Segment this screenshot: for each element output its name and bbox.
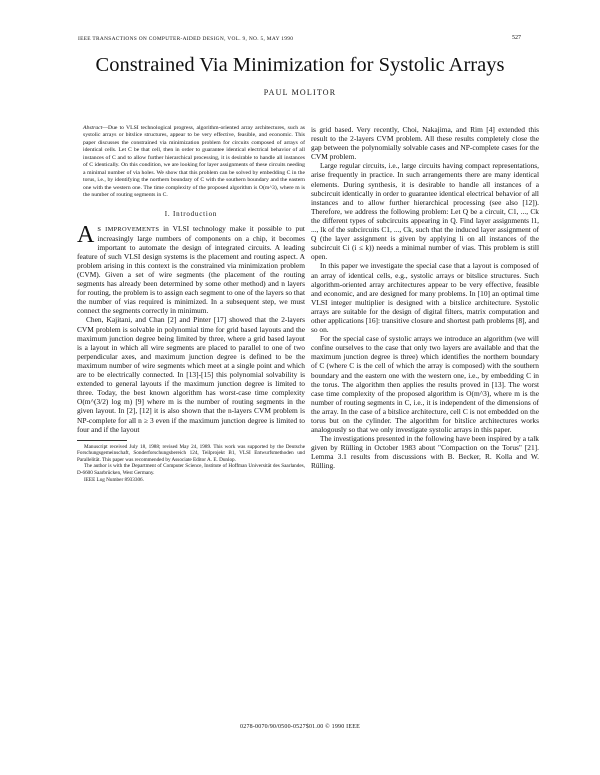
intro-paragraph-1 — [77, 221, 305, 316]
abstract-label: Abstract — [83, 125, 103, 131]
running-head: IEEE TRANSACTIONS ON COMPUTER-AIDED DESIGN, VOL. 9, NO. 5, MAY 1990 — [78, 36, 294, 42]
intro-paragraph-1-text: in VLSI technology make it possible to put increasingly large numbers of components on a chip, it becomes important to automate the design of integrated circuits. A leading feature of such VLSI design systems is the placement and routing aspect. A problem arising in this context is the constrained via minimization problem (CVM). Given a set of wire segments (the placement of the routing segments has already been determined by some other method) and n layers for routing, the problem is to assign each segment to one of the layers so that the number of vias required is minimized. In a subsequent step, we must connect the segments correctly in minimum. — [77, 223, 305, 316]
paper-title: Constrained Via Minimization for Systolic Arrays — [95, 54, 505, 76]
abstract-text: —Due to VLSI technological progress, algorithm-oriented array architectures, such as systolic arrays or bitslice structures, appear to be very effective, feasible, and economic. This paper discusses the constrained via minimization problem for circuits composed of arrays of identical cells. Let C be that cell, then in order to guarantee identical electrical behavior of all instances of C and to allow further hierarchical processing, it is desirable to handle all instances of C identically. On this condition, we are looking for layer assignments of these circuits needing a minimal number of via holes. We show that this problem can be solved by embedding C in the torus, i.e., by identifying the northern boundary of C with the southern boundary and the eastern one with the western one. The time complexity of the proposed algorithm is O(m^3), where m is the number of routing segments in C. — [83, 125, 305, 199]
footnote-divider — [77, 440, 127, 441]
drop-cap: A — [77, 221, 95, 248]
author-name: PAUL MOLITOR — [263, 88, 337, 97]
right-paragraph-4: For the special case of systolic arrays we introduce an algorithm (we will confine ourselves to the case that only two layers are available and that the maximum junction degree is three) which identifies the northern boundary of C (where C is the cell of which the array is composed) with the southern boundary and the eastern one with the western one, i.e., by embedding C in the torus. The algorithm then applies the results proved in [13]. The worst case time complexity of the proposed algorithm is O(m^3), where m is the number of routing segments in C, i.e., it is independent of the dimensions of the array. In the case of a bitslice architecture, cell C is not embedded on the torus but on the cylinder. The algorithm for bitslice architectures works analogously so that we only investigate systolic arrays in this paper. — [311, 334, 539, 435]
footnote-manuscript: Manuscript received July 18, 1988; revised May 24, 1989. This work was supported by the Deutsche Forschungsgemeinschaft, Sonderforschungsbereich 124, Teilprojekt B1, VLSI Entwurfsmethoden und Parallelität. This paper was recommended by Associate Editor A. E. Dunlop. — [77, 443, 305, 463]
right-paragraph-2: Large regular circuits, i.e., large circuits having compact representations, arise frequently in practice. In such arrangements there are many identical elements. During synthesis, it is desirable to handle all instances of a subcircuit identically in order to guarantee identical electrical behavior of all instances and to allow further hierarchical processing (see also [12]). Therefore, we address the following problem: Let Q be a circuit, C1, ..., Ck the different types of subcircuits appearing in Q. Find layer assignments l1, ..., lk of the subcircuits C1, ..., Ck, such that the induced layer assignment of Q (the layer assignment is given by applying li on all instances of the subcircuit Ci (i ≤ k)) needs a minimal number of vias. This problem is still open. — [311, 161, 539, 262]
right-paragraph-1: is grid based. Very recently, Choi, Nakajima, and Rim [4] extended this result to the 2-layers CVM problem. All these results completely close the gap between the polynomially solvable cases and NP-complete cases for the CVM problem. — [311, 125, 539, 162]
footnote-log-number: IEEE Log Number 8933306. — [84, 476, 144, 483]
intro-paragraph-2: Chen, Kajitani, and Chan [2] and Pinter [17] showed that the 2-layers CVM problem is solvable in polynomial time for grid based layouts and the maximum junction degree being limited by three, where a grid based layout is a layout in which all wire segments are placed to parallel to one of two perpendicular axes, and maximum junction degree is defined to be the maximum number of wire segments which meet at a single point and which are to be electrically connected. In [13]-[15] this polynomial solvability is extended to general layouts if the maximum junction degree is limited to three. Today, the best known algorithm has worst-case time complexity O(m^(3/2) log m) [9] where m is the number of routing segments in the given layout. In [2], [12] it is also shown that the n-layers CVM problem is NP-complete for all n ≥ 3 even if the maximum junction degree is limited to four and if the layout — [77, 315, 305, 434]
page-number: 527 — [512, 35, 521, 41]
right-column — [311, 125, 539, 471]
section-heading-introduction: I. Introduction — [164, 209, 218, 218]
left-column — [77, 125, 305, 483]
right-paragraph-3: In this paper we investigate the special case that a layout is composed of an array of identical cells, e.g., systolic arrays or bitslice structures. Such algorithm-oriented array architectures appear to be very effective, feasible and economic, and are designed for many problems. In [10] an optimal time VLSI integer multiplier is designed with a bitslice architecture. Systolic arrays are suitable for the design of digital filters, matrix computation and other applications [16]: transitive closure and shortest path problems [8], and so on. — [311, 261, 539, 335]
footnote-author-affiliation: The author is with the Department of Computer Science, Institute of Hoffman Universität des Saarlandes, D-6600 Saarbrücken, West Germany. — [77, 463, 305, 477]
copyright-code: 0278-0070/90/0500-0527$01.00 © 1990 IEEE — [240, 724, 360, 730]
right-paragraph-5: The investigations presented in the following have been inspired by a talk given by Rülling in October 1983 about "Compaction on the Torus" [21]. Lemma 3.1 results from discussions with B. Becker, R. Kolla and W. Rülling. — [311, 434, 539, 471]
intro-smallcaps: S IMPROVEMENTS — [97, 225, 160, 233]
abstract — [83, 125, 305, 200]
